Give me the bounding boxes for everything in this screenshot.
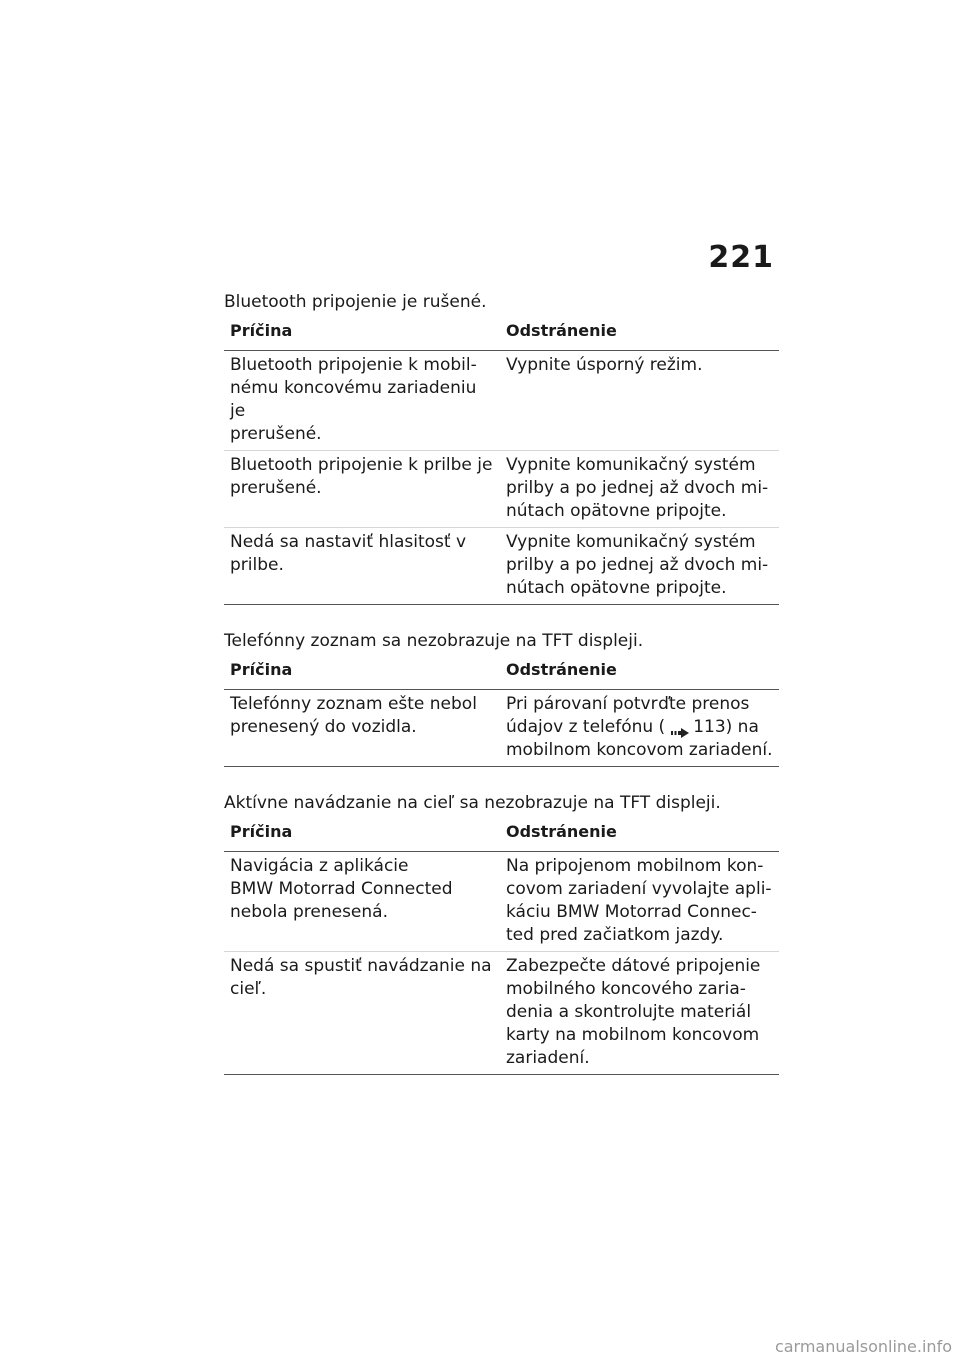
table-header-row — [224, 655, 779, 690]
table-row — [224, 351, 779, 451]
section-navigation — [224, 791, 779, 1075]
column-header-remedy: Odstránenie — [500, 316, 779, 351]
table-header-row — [224, 316, 779, 351]
section-title: Aktívne navádzanie na cieľ sa nezobrazuje na TFT displeji. — [224, 793, 721, 813]
cause-cell: Nedá sa nastaviť hlasitosť v prilbe. — [224, 528, 500, 605]
table-row — [224, 852, 779, 952]
remedy-cell: Vypnite komunikačný systém prilby a po jednej až dvoch mi- nútach opätovne pripojte. — [500, 451, 779, 528]
remedy-text: ) na mobilnom koncovom zariadení. — [506, 717, 773, 760]
table-row — [224, 690, 779, 767]
content — [224, 290, 779, 1099]
footer-watermark[interactable]: carmanualsonline.info — [774, 1337, 952, 1356]
page-number: 221 — [708, 240, 774, 275]
cause-cell: Navigácia z aplikácie BMW Motorrad Connected nebola prenesená. — [224, 852, 500, 952]
cause-cell: Bluetooth pripojenie k mobil- nému koncovému zariadeniu je prerušené. — [224, 351, 500, 451]
table-row — [224, 528, 779, 605]
page-reference-link[interactable]: 113 — [693, 717, 726, 737]
section-title: Bluetooth pripojenie je rušené. — [224, 292, 487, 312]
column-header-cause: Príčina — [224, 316, 500, 351]
column-header-remedy: Odstránenie — [500, 655, 779, 690]
cause-cell: Bluetooth pripojenie k prilbe je prerušené. — [224, 451, 500, 528]
cause-cell: Telefónny zoznam ešte nebol prenesený do vozidla. — [224, 690, 500, 767]
section-title: Telefónny zoznam sa nezobrazuje na TFT displeji. — [224, 631, 644, 651]
remedy-cell — [500, 690, 779, 767]
remedy-cell: Vypnite úsporný režim. — [500, 351, 779, 451]
troubleshooting-table — [224, 316, 779, 605]
column-header-remedy: Odstránenie — [500, 817, 779, 852]
remedy-text: Pri párovaní potvrďte prenos údajov z telefónu ( — [506, 694, 750, 737]
column-header-cause: Príčina — [224, 817, 500, 852]
arrow-right-icon — [671, 722, 689, 732]
cause-cell: Nedá sa spustiť navádzanie na cieľ. — [224, 952, 500, 1075]
table-row — [224, 952, 779, 1075]
column-header-cause: Príčina — [224, 655, 500, 690]
table-header-row — [224, 817, 779, 852]
table-row — [224, 451, 779, 528]
remedy-cell: Zabezpečte dátové pripojenie mobilného koncového zaria- denia a skontrolujte materiál karty na mobilnom koncovom zariadení. — [500, 952, 779, 1075]
remedy-cell: Na pripojenom mobilnom kon- covom zariadení vyvolajte apli- káciu BMW Motorrad Connec- ted pred začiatkom jazdy. — [500, 852, 779, 952]
section-bluetooth — [224, 290, 779, 605]
remedy-cell: Vypnite komunikačný systém prilby a po jednej až dvoch mi- nútach opätovne pripojte. — [500, 528, 779, 605]
troubleshooting-table — [224, 655, 779, 767]
section-phonebook — [224, 629, 779, 767]
troubleshooting-table — [224, 817, 779, 1075]
